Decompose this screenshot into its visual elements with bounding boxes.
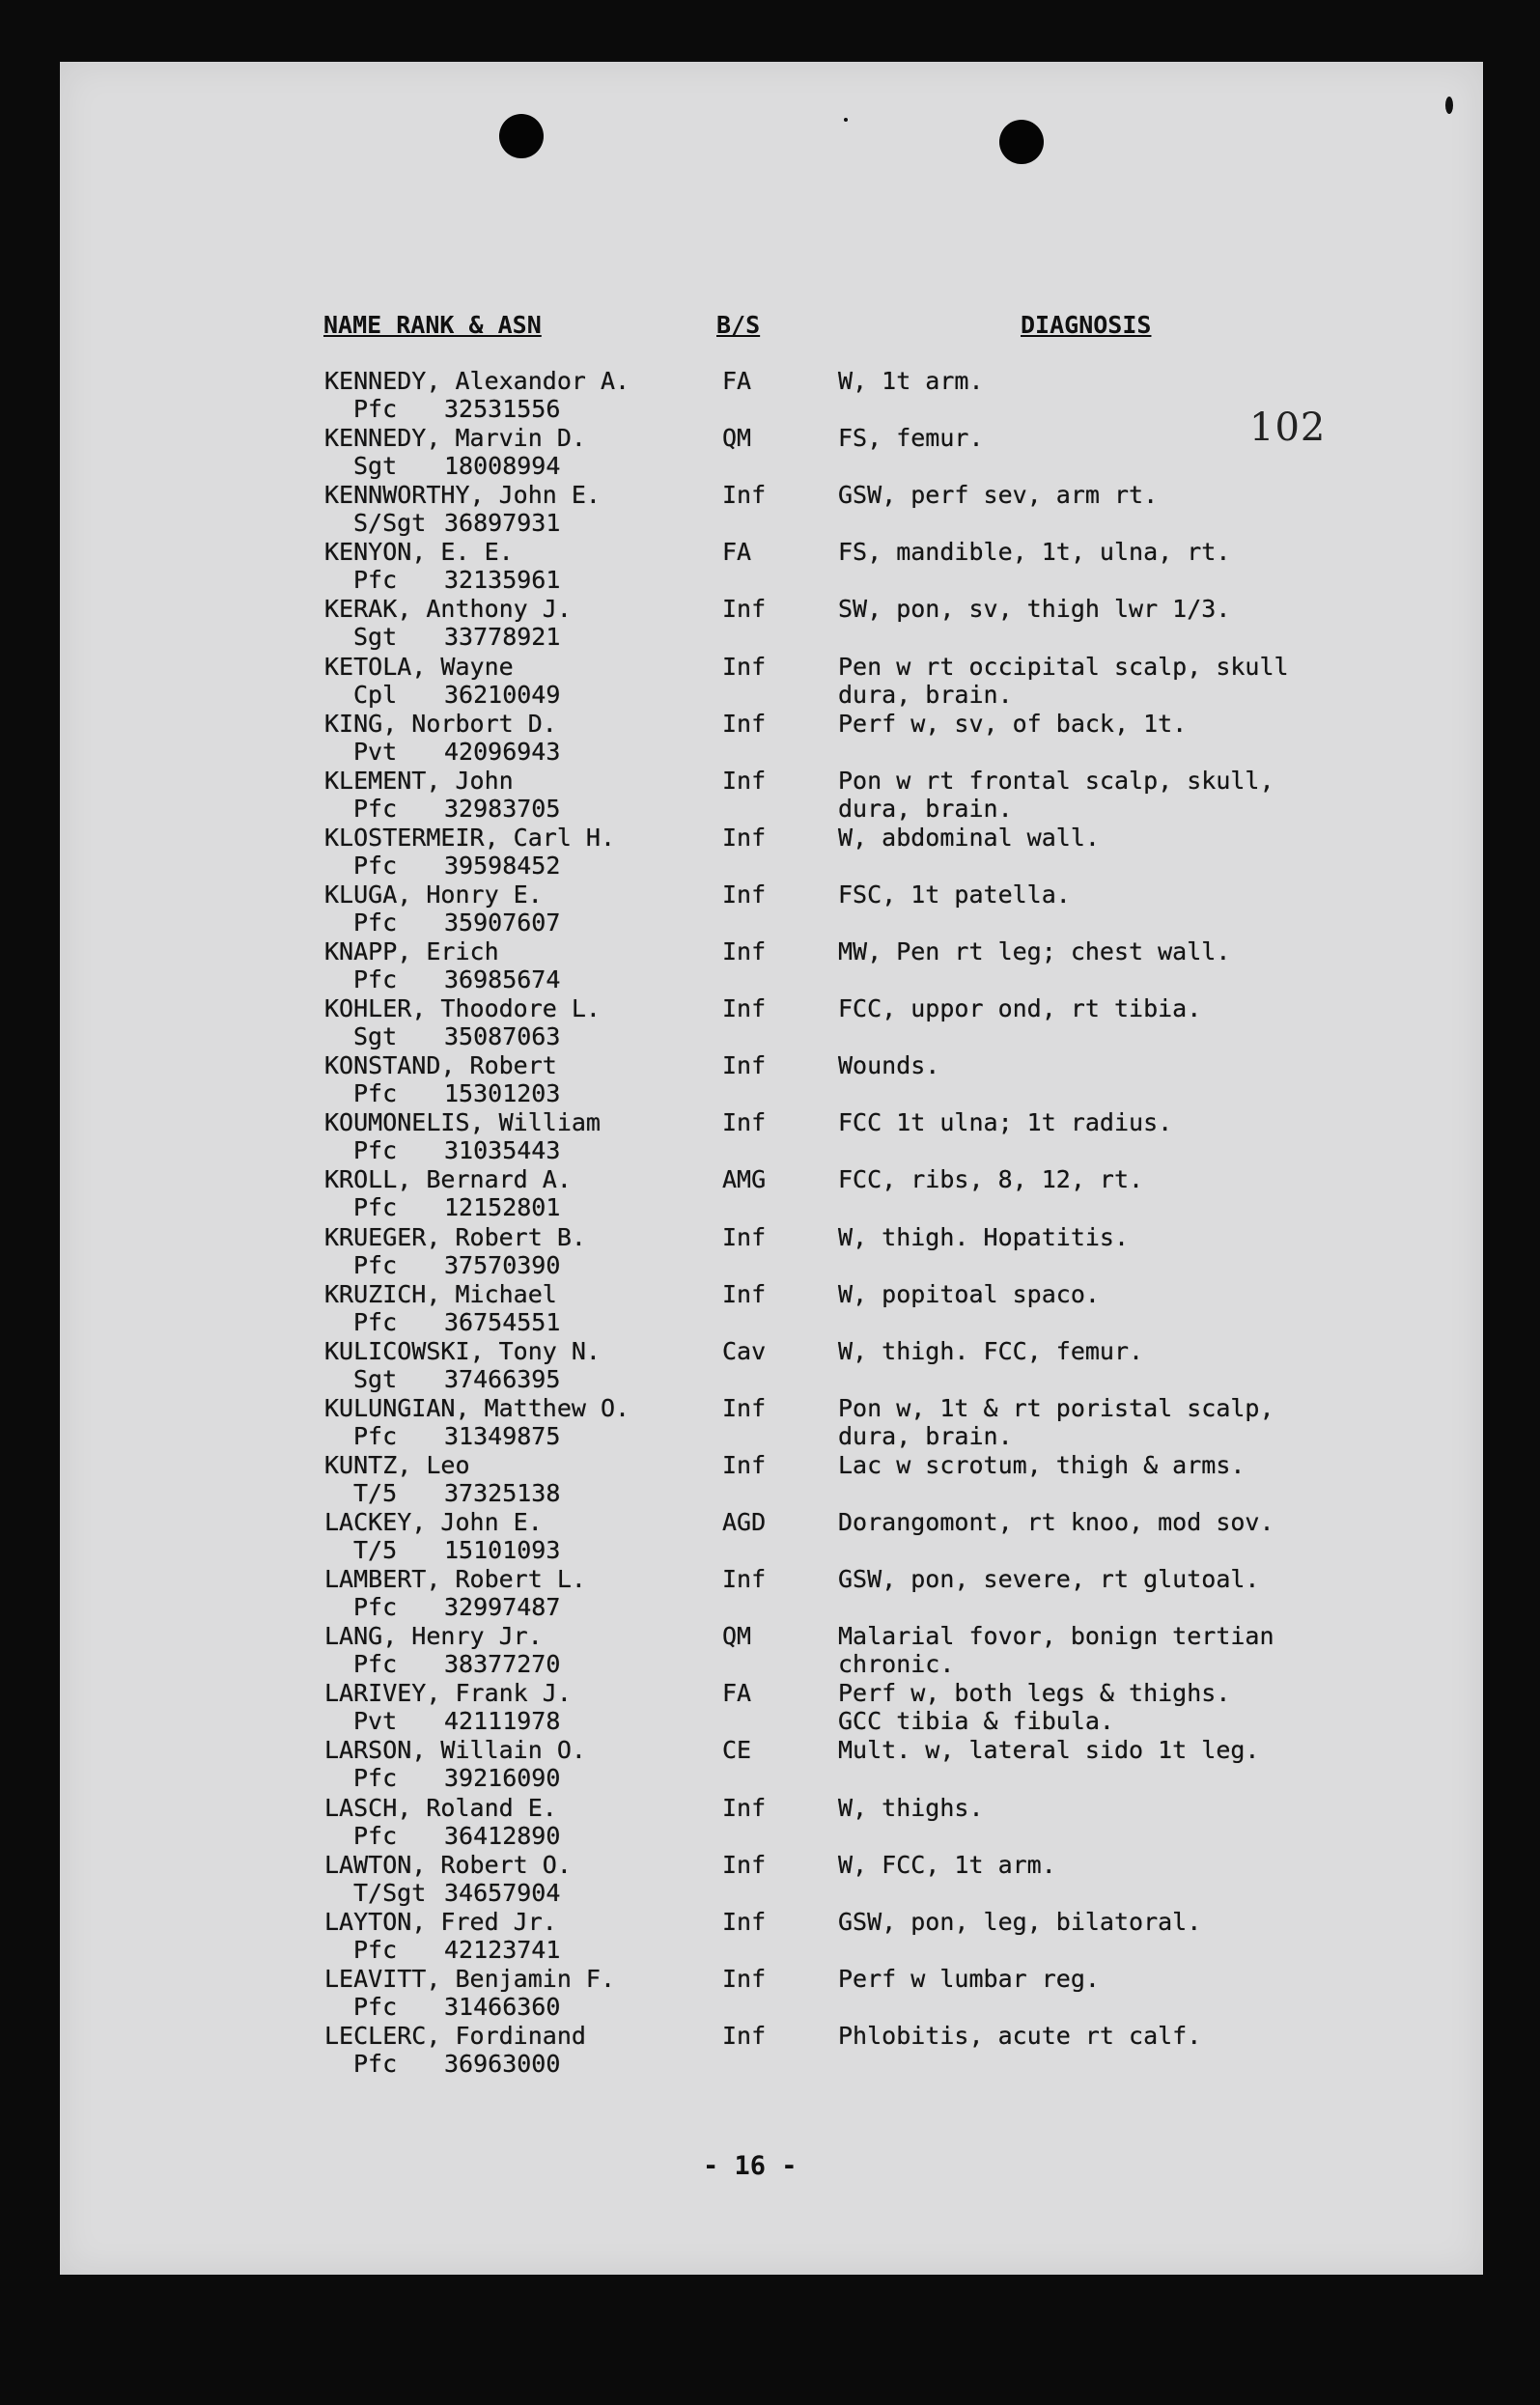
entry-name: LACKEY, John E. — [324, 1508, 543, 1536]
entry-diagnosis: Dorangomont, rt knoo, mod sov. — [838, 1508, 1274, 1536]
entry-rank: Pfc — [353, 1993, 398, 2021]
entry-name: KULICOWSKI, Tony N. — [324, 1337, 601, 1365]
table-row — [0, 1394, 1540, 1451]
entry-diagnosis: W, thighs. — [838, 1794, 984, 1822]
table-row — [0, 824, 1540, 881]
entry-rank: Pfc — [353, 795, 398, 823]
column-header-bs: B/S — [716, 311, 761, 339]
entry-diagnosis: SW, pon, sv, thigh lwr 1/3. — [838, 595, 1231, 623]
entry-branch: AGD — [722, 1508, 767, 1536]
entry-rank: Pfc — [353, 1422, 398, 1450]
table-row — [0, 937, 1540, 994]
entry-rank: Pfc — [353, 1936, 398, 1964]
entry-name: LASCH, Roland E. — [324, 1794, 557, 1822]
entry-asn: 12152801 — [444, 1193, 561, 1221]
entry-name: KLUGA, Honry E. — [324, 881, 543, 909]
page-footer: - 16 - — [703, 2151, 798, 2181]
entry-rank: Pfc — [353, 852, 398, 880]
entry-diagnosis-cont: dura, brain. — [838, 795, 1013, 823]
table-row — [0, 881, 1540, 937]
entry-name: LECLERC, Fordinand — [324, 2022, 586, 2050]
entry-diagnosis-cont: dura, brain. — [838, 681, 1013, 709]
entry-asn: 32983705 — [444, 795, 561, 823]
entry-diagnosis: FS, femur. — [838, 424, 984, 452]
entry-asn: 38377270 — [444, 1650, 561, 1678]
entry-rank: Pfc — [353, 1822, 398, 1850]
entry-rank: Pfc — [353, 1308, 398, 1336]
entry-branch: Inf — [722, 881, 767, 909]
entry-name: KENNEDY, Alexandor A. — [324, 367, 630, 395]
entry-diagnosis: Lac w scrotum, thigh & arms. — [838, 1451, 1246, 1479]
table-row — [0, 1337, 1540, 1394]
entry-asn: 35087063 — [444, 1022, 561, 1050]
entry-asn: 37325138 — [444, 1479, 561, 1507]
entry-name: KLEMENT, John — [324, 767, 514, 795]
entry-name: KRUZICH, Michael — [324, 1280, 557, 1308]
entry-name: KLOSTERMEIR, Carl H. — [324, 824, 616, 852]
entry-diagnosis-cont: GCC tibia & fibula. — [838, 1707, 1114, 1735]
entry-asn: 39598452 — [444, 852, 561, 880]
entry-branch: Inf — [722, 1394, 767, 1422]
table-row — [0, 367, 1540, 424]
entry-asn: 31466360 — [444, 1993, 561, 2021]
entry-rank: S/Sgt — [353, 509, 427, 537]
entry-diagnosis: Pon w, 1t & rt poristal scalp, — [838, 1394, 1274, 1422]
entry-branch: Inf — [722, 824, 767, 852]
entry-asn: 15101093 — [444, 1536, 561, 1564]
entry-name: KETOLA, Wayne — [324, 653, 514, 681]
entry-asn: 32531556 — [444, 395, 561, 423]
entry-diagnosis: FSC, 1t patella. — [838, 881, 1071, 909]
entry-rank: Pfc — [353, 1764, 398, 1792]
entry-asn: 33778921 — [444, 623, 561, 651]
entry-diagnosis: W, 1t arm. — [838, 367, 984, 395]
entry-name: KENYON, E. E. — [324, 538, 514, 566]
entry-asn: 42123741 — [444, 1936, 561, 1964]
entry-asn: 39216090 — [444, 1764, 561, 1792]
entry-asn: 31035443 — [444, 1136, 561, 1164]
entry-branch: Inf — [722, 1280, 767, 1308]
table-row — [0, 1736, 1540, 1793]
entry-diagnosis: W, thigh. Hopatitis. — [838, 1223, 1130, 1251]
entry-diagnosis: Malarial fovor, bonign tertian — [838, 1622, 1274, 1650]
ink-speck — [844, 118, 848, 122]
entry-branch: Inf — [722, 767, 767, 795]
entry-asn: 36897931 — [444, 509, 561, 537]
entry-diagnosis-cont: dura, brain. — [838, 1422, 1013, 1450]
entry-branch: Inf — [722, 1451, 767, 1479]
entry-rank: T/Sgt — [353, 1879, 427, 1907]
table-row — [0, 2022, 1540, 2079]
entry-asn: 37570390 — [444, 1251, 561, 1279]
entry-name: LAMBERT, Robert L. — [324, 1565, 586, 1593]
entry-asn: 32135961 — [444, 566, 561, 594]
entry-diagnosis: Phlobitis, acute rt calf. — [838, 2022, 1202, 2050]
entry-branch: AMG — [722, 1165, 767, 1193]
entry-branch: QM — [722, 424, 752, 452]
entry-rank: Sgt — [353, 1365, 398, 1393]
entry-rank: Pfc — [353, 965, 398, 993]
entry-diagnosis: GSW, pon, severe, rt glutoal. — [838, 1565, 1260, 1593]
table-row — [0, 653, 1540, 710]
entry-name: KRUEGER, Robert B. — [324, 1223, 586, 1251]
entry-asn: 35907607 — [444, 909, 561, 937]
table-row — [0, 1451, 1540, 1508]
entry-rank: Pfc — [353, 1251, 398, 1279]
entry-asn: 42096943 — [444, 738, 561, 766]
entry-rank: Pfc — [353, 2050, 398, 2078]
entry-name: LARSON, Willain O. — [324, 1736, 586, 1764]
entry-rank: T/5 — [353, 1536, 398, 1564]
entry-diagnosis-cont: chronic. — [838, 1650, 955, 1678]
entry-branch: Inf — [722, 994, 767, 1022]
column-header-name-rank-asn: NAME RANK & ASN — [323, 311, 542, 339]
entry-branch: Inf — [722, 710, 767, 738]
table-row — [0, 1108, 1540, 1165]
entry-asn: 36985674 — [444, 965, 561, 993]
binder-hole-left — [499, 114, 544, 158]
entry-diagnosis: GSW, perf sev, arm rt. — [838, 481, 1159, 509]
entry-asn: 36963000 — [444, 2050, 561, 2078]
binder-hole-right — [999, 120, 1044, 164]
entry-rank: Sgt — [353, 452, 398, 480]
table-row — [0, 1051, 1540, 1108]
entry-name: KOHLER, Thoodore L. — [324, 994, 601, 1022]
entry-branch: CE — [722, 1736, 752, 1764]
table-row — [0, 538, 1540, 595]
entry-branch: FA — [722, 367, 752, 395]
table-row — [0, 595, 1540, 652]
entry-diagnosis: W, abdominal wall. — [838, 824, 1100, 852]
entry-name: LAYTON, Fred Jr. — [324, 1908, 557, 1936]
entry-name: KULUNGIAN, Matthew O. — [324, 1394, 630, 1422]
entry-asn: 34657904 — [444, 1879, 561, 1907]
entry-branch: FA — [722, 538, 752, 566]
entry-branch: Inf — [722, 1851, 767, 1879]
entry-asn: 36412890 — [444, 1822, 561, 1850]
entry-rank: Pvt — [353, 1707, 398, 1735]
entry-branch: Inf — [722, 595, 767, 623]
entry-name: KING, Norbort D. — [324, 710, 557, 738]
entry-name: LAWTON, Robert O. — [324, 1851, 572, 1879]
entry-rank: Sgt — [353, 1022, 398, 1050]
table-row — [0, 710, 1540, 767]
table-row — [0, 1622, 1540, 1679]
table-row — [0, 1851, 1540, 1908]
entry-rank: Pfc — [353, 1193, 398, 1221]
table-row — [0, 1223, 1540, 1280]
entry-branch: Inf — [722, 653, 767, 681]
entry-branch: Inf — [722, 1965, 767, 1993]
entry-diagnosis: FCC, uppor ond, rt tibia. — [838, 994, 1202, 1022]
table-row — [0, 1508, 1540, 1565]
page-stamp-number: 102 — [1249, 405, 1327, 450]
ink-speck — [1445, 97, 1453, 114]
entry-rank: Pfc — [353, 1650, 398, 1678]
entry-rank: Pfc — [353, 1079, 398, 1107]
entry-branch: Inf — [722, 1108, 767, 1136]
entry-branch: QM — [722, 1622, 752, 1650]
entry-branch: Inf — [722, 1794, 767, 1822]
entry-rank: Pfc — [353, 566, 398, 594]
entry-branch: FA — [722, 1679, 752, 1707]
entry-diagnosis: Perf w, sv, of back, 1t. — [838, 710, 1188, 738]
entry-diagnosis: Perf w, both legs & thighs. — [838, 1679, 1231, 1707]
entry-asn: 18008994 — [444, 452, 561, 480]
entry-name: KENNWORTHY, John E. — [324, 481, 601, 509]
entry-name: KENNEDY, Marvin D. — [324, 424, 586, 452]
entry-diagnosis: Wounds. — [838, 1051, 940, 1079]
entry-diagnosis: Perf w lumbar reg. — [838, 1965, 1100, 1993]
entry-diagnosis: W, popitoal spaco. — [838, 1280, 1100, 1308]
entry-name: LEAVITT, Benjamin F. — [324, 1965, 616, 1993]
entry-name: KOUMONELIS, William — [324, 1108, 601, 1136]
entry-name: KNAPP, Erich — [324, 937, 499, 965]
entry-asn: 42111978 — [444, 1707, 561, 1735]
table-row — [0, 481, 1540, 538]
table-row — [0, 1280, 1540, 1337]
entry-branch: Inf — [722, 2022, 767, 2050]
table-row — [0, 994, 1540, 1051]
entry-asn: 36210049 — [444, 681, 561, 709]
entry-rank: Sgt — [353, 623, 398, 651]
table-row — [0, 1794, 1540, 1851]
table-row — [0, 1679, 1540, 1736]
entry-branch: Inf — [722, 1908, 767, 1936]
column-header-diagnosis: DIAGNOSIS — [1021, 311, 1152, 339]
entry-asn: 15301203 — [444, 1079, 561, 1107]
entry-branch: Cav — [722, 1337, 767, 1365]
table-row — [0, 1565, 1540, 1622]
entry-asn: 37466395 — [444, 1365, 561, 1393]
entry-asn: 36754551 — [444, 1308, 561, 1336]
entry-rank: Cpl — [353, 681, 398, 709]
table-row — [0, 1165, 1540, 1222]
entry-rank: Pfc — [353, 1136, 398, 1164]
entry-diagnosis: FCC, ribs, 8, 12, rt. — [838, 1165, 1144, 1193]
table-row — [0, 424, 1540, 481]
entry-branch: Inf — [722, 1223, 767, 1251]
entry-branch: Inf — [722, 481, 767, 509]
entry-diagnosis: Pen w rt occipital scalp, skull — [838, 653, 1289, 681]
entry-asn: 32997487 — [444, 1593, 561, 1621]
entry-branch: Inf — [722, 937, 767, 965]
entry-name: LANG, Henry Jr. — [324, 1622, 543, 1650]
entry-rank: Pfc — [353, 909, 398, 937]
entry-name: KUNTZ, Leo — [324, 1451, 470, 1479]
entry-rank: T/5 — [353, 1479, 398, 1507]
entry-branch: Inf — [722, 1051, 767, 1079]
entry-rank: Pvt — [353, 738, 398, 766]
entry-diagnosis: MW, Pen rt leg; chest wall. — [838, 937, 1231, 965]
entry-name: LARIVEY, Frank J. — [324, 1679, 572, 1707]
table-row — [0, 767, 1540, 824]
entry-diagnosis: FS, mandible, 1t, ulna, rt. — [838, 538, 1231, 566]
entry-diagnosis: Pon w rt frontal scalp, skull, — [838, 767, 1274, 795]
entry-diagnosis: W, thigh. FCC, femur. — [838, 1337, 1144, 1365]
entry-name: KONSTAND, Robert — [324, 1051, 557, 1079]
entry-diagnosis: Mult. w, lateral sido 1t leg. — [838, 1736, 1260, 1764]
entry-rank: Pfc — [353, 1593, 398, 1621]
entry-name: KERAK, Anthony J. — [324, 595, 572, 623]
entry-diagnosis: FCC 1t ulna; 1t radius. — [838, 1108, 1173, 1136]
entry-name: KROLL, Bernard A. — [324, 1165, 572, 1193]
entry-rank: Pfc — [353, 395, 398, 423]
table-row — [0, 1908, 1540, 1965]
entry-diagnosis: GSW, pon, leg, bilatoral. — [838, 1908, 1202, 1936]
entry-branch: Inf — [722, 1565, 767, 1593]
entry-diagnosis: W, FCC, 1t arm. — [838, 1851, 1056, 1879]
entry-asn: 31349875 — [444, 1422, 561, 1450]
table-row — [0, 1965, 1540, 2022]
